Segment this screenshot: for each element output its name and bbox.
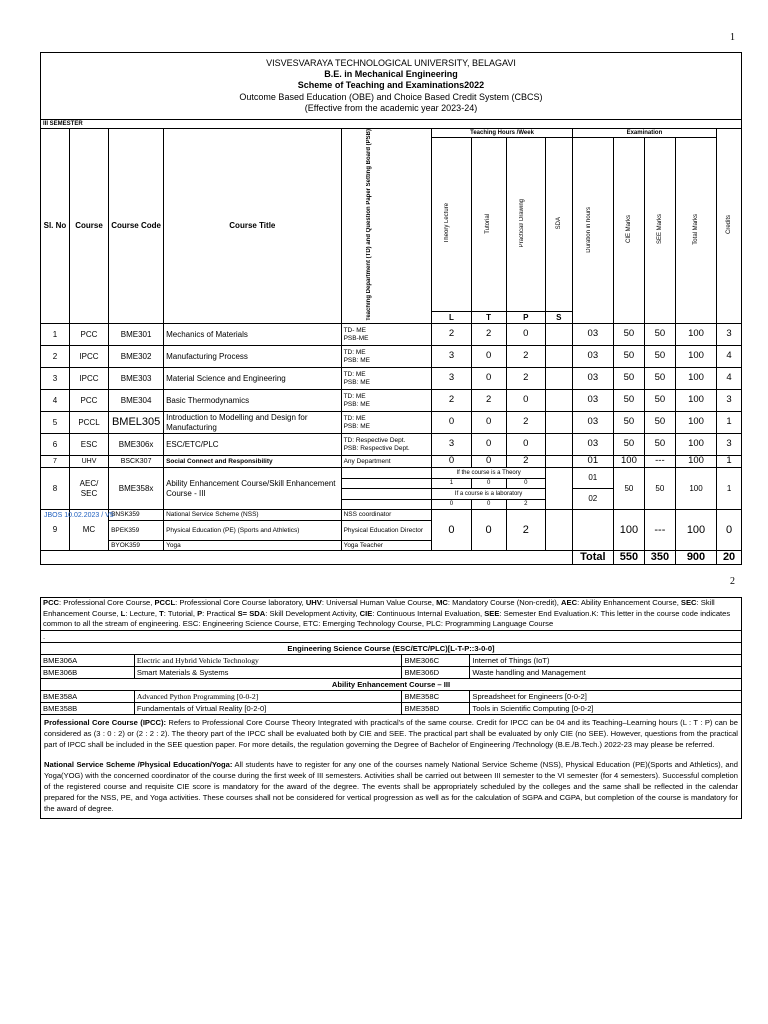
total-label: Total: [572, 551, 613, 565]
row-dur: 03: [572, 412, 613, 434]
row-td: TD: ME: [343, 349, 366, 357]
col-teaching-dept: Teaching Department (TD) and Question Paper Setting Board (PSB): [366, 129, 373, 321]
col-teaching-hours: Teaching Hours /Week: [432, 129, 572, 138]
abbrev-term: UHV: [305, 598, 322, 607]
col-theory: Theory Lecture: [444, 203, 451, 244]
esc-title-a: Electric and Hybrid Vehicle Technology: [134, 654, 402, 666]
row-p: 2: [506, 346, 545, 368]
abbrev-definition: : Skill Enhancement Course,: [43, 598, 715, 618]
row-sl: 4: [41, 390, 70, 412]
abbrev-definition: : Lecture,: [125, 608, 160, 618]
row-sl: 2: [41, 346, 70, 368]
row-cie: 50: [613, 412, 644, 434]
row-p: 0: [506, 390, 545, 412]
row-dur: 01: [572, 456, 613, 468]
col-duration: Duration in hours: [585, 206, 592, 253]
row-total: 100: [675, 368, 716, 390]
row-course: PCCL: [69, 412, 108, 434]
total-credits: 20: [717, 551, 742, 565]
aec-course: AEC/ SEC: [69, 468, 108, 510]
aec-lab-l: 0: [432, 500, 471, 510]
mc-p: 2: [506, 510, 545, 551]
row-total: 100: [675, 346, 716, 368]
total-see: 350: [644, 551, 675, 565]
row-t: 0: [471, 434, 506, 456]
esc-code-c: BME306C: [402, 654, 470, 666]
mc-l: 0: [432, 510, 471, 551]
mc-cie: 100: [613, 510, 644, 551]
aec-heading: Ability Enhancement Course – III: [41, 678, 742, 690]
row-l: 0: [432, 456, 471, 468]
row-teaching-dept: [341, 368, 432, 390]
row-p: 0: [506, 434, 545, 456]
row-td: TD: ME: [343, 371, 366, 379]
row-teaching-dept: [341, 346, 432, 368]
col-sda: SDA: [555, 217, 562, 230]
abbrev-term: CIE: [359, 608, 373, 618]
col-p: P: [506, 312, 545, 324]
row-teaching-dept: [341, 324, 432, 346]
row-dur: 03: [572, 324, 613, 346]
row-course: PCC: [69, 390, 108, 412]
col-l: L: [432, 312, 471, 324]
total-cie: 550: [613, 551, 644, 565]
document-header: [41, 53, 742, 120]
aec-cie: 50: [613, 468, 644, 510]
course-row: [41, 434, 742, 456]
abbreviations-paragraph: [41, 598, 742, 631]
row-title: Social Connect and Responsibility: [164, 456, 341, 468]
row-teaching-dept: [341, 412, 432, 434]
col-sl-no: Sl. No: [41, 129, 70, 324]
row-course: IPCC: [69, 346, 108, 368]
esc-code-b: BME306B: [41, 666, 135, 678]
aec-code: BME358x: [109, 468, 164, 510]
ipcc-note: [44, 717, 738, 750]
row-p: 2: [506, 412, 545, 434]
row-td: TD: Respective Dept.: [343, 437, 406, 445]
row-code: BME302: [109, 346, 164, 368]
row-dur: 03: [572, 434, 613, 456]
row-see: 50: [644, 412, 675, 434]
row-t: 0: [471, 456, 506, 468]
row-psb: PSB: Respective Dept.: [343, 444, 410, 452]
row-l: 3: [432, 434, 471, 456]
aec-lab-t: 0: [471, 500, 506, 510]
mc-td-nss: NSS coordinator: [341, 510, 432, 521]
abbrev-term: SEE: [484, 608, 500, 618]
row-total: 100: [675, 390, 716, 412]
row-s: [545, 368, 572, 390]
nss-note: [44, 759, 738, 814]
degree-title: B.E. in Mechanical Engineering: [324, 69, 458, 80]
row-course: UHV: [69, 456, 108, 468]
row-dur: 03: [572, 390, 613, 412]
aec-theory-t: 0: [471, 479, 506, 489]
aec-title-b: Fundamentals of Virtual Reality [0-2-0]: [134, 702, 402, 714]
abbrev-definition: : Professional Core Course laboratory,: [175, 598, 306, 607]
row-psb: PSB: ME: [343, 422, 370, 430]
abbrev-definition: : Semester End Evaluation.K: This letter in the course code indicates common to all the stream of engineering. ESC: Engineering Science Course, ETC: Emerging Technology Course, PLC: Programming Language Course: [43, 608, 731, 629]
ipcc-note-title: Professional Core Course (IPCC):: [44, 717, 167, 727]
aec-total: 100: [675, 468, 716, 510]
abbrev-definition: : Continuous Internal Evaluation,: [372, 608, 485, 618]
mc-title-nss: National Service Scheme (NSS): [164, 510, 341, 521]
row-see: 50: [644, 434, 675, 456]
row-title: ESC/ETC/PLC: [164, 434, 341, 456]
document-version: JBOS 10.02.2023 / V5: [44, 512, 114, 519]
nss-note-text: All students have to register for any one of the courses namely National Service Scheme (NSS), Physical Education (PE)(Sports and Athletics), and Yoga(YOG) with the concerned coordinator of the course during the first week of III semesters. Activities shall be carried out between III semester to the VI semester (for 4 semesters). Successful completion of the registered course and requisite CIE score is mandatory for the award of the degree. The events shall be appropriately scheduled by the colleges and the same shall be reflected in the calendar prepared for the NSS, PE, and Yoga activities. These courses shall not be considered for vertical progression as well as for the calculation of SGPA and CGPA, but completion of the course is mandatory for the award of degree.: [44, 759, 738, 813]
mc-title-yoga: Yoga: [164, 541, 341, 551]
mc-sl: 9: [41, 510, 70, 551]
row-cie: 50: [613, 390, 644, 412]
nss-note-title: National Service Scheme /Physical Education/Yoga:: [44, 759, 233, 769]
abbrev-term: PCCL: [154, 598, 176, 607]
scheme-table: [40, 52, 742, 565]
course-row: [41, 346, 742, 368]
row-t: 2: [471, 390, 506, 412]
col-s: S: [545, 312, 572, 324]
policy-notes: [41, 714, 742, 818]
col-course: Course: [69, 129, 108, 324]
row-l: 2: [432, 390, 471, 412]
row-psb: PSB: ME: [343, 400, 370, 408]
row-see: 50: [644, 368, 675, 390]
row-credits: 1: [717, 456, 742, 468]
mc-td-pe: Physical Education Director: [341, 521, 432, 541]
course-row: [41, 412, 742, 434]
row-code: BME306x: [109, 434, 164, 456]
row-code: BMEL305: [109, 412, 164, 434]
course-row: [41, 456, 742, 468]
row-sl: 1: [41, 324, 70, 346]
col-practical: Practical/ Drawing: [518, 199, 525, 248]
row-sl: 6: [41, 434, 70, 456]
abbrev-definition: : Skill Development Activity,: [265, 608, 360, 618]
abbrev-definition: : Tutorial,: [163, 608, 198, 618]
aec-theory-p: 0: [506, 479, 545, 489]
row-p: 2: [506, 368, 545, 390]
row-l: 0: [432, 412, 471, 434]
page-number-2: 2: [730, 576, 735, 587]
row-cie: 50: [613, 368, 644, 390]
row-l: 3: [432, 346, 471, 368]
course-row: [41, 368, 742, 390]
esc-title-b: Smart Materials & Systems: [134, 666, 402, 678]
row-cie: 100: [613, 456, 644, 468]
row-code: BME303: [109, 368, 164, 390]
abbrev-term: AEC: [561, 598, 578, 607]
row-psb: PSB-ME: [343, 334, 369, 342]
abbrev-term: MC: [436, 598, 448, 607]
abbrev-term: PCC: [43, 598, 60, 607]
row-see: 50: [644, 390, 675, 412]
row-course: PCC: [69, 324, 108, 346]
aec-title-c: Spreadsheet for Engineers [0-0-2]: [470, 690, 742, 702]
row-cie: 50: [613, 434, 644, 456]
aec-theory-l: 1: [432, 479, 471, 489]
row-sl: 7: [41, 456, 70, 468]
row-title: Mechanics of Materials: [164, 324, 341, 346]
row-total: 100: [675, 412, 716, 434]
row-cie: 50: [613, 346, 644, 368]
row-title: Introduction to Modelling and Design for Manufacturing: [164, 412, 341, 434]
esc-code-d: BME306D: [402, 666, 470, 678]
aec-theory-note: If the course is a Theory: [432, 468, 545, 479]
row-sl: 5: [41, 412, 70, 434]
col-examination: Examination: [572, 129, 716, 138]
row-credits: 3: [717, 324, 742, 346]
mc-title-pe: Physical Education (PE) (Sports and Athletics): [164, 521, 341, 541]
row-credits: 4: [717, 346, 742, 368]
col-total: Total Marks: [692, 214, 699, 245]
aec-code-d: BME358D: [402, 702, 470, 714]
row-t: 2: [471, 324, 506, 346]
abbrev-term: L: [120, 608, 126, 618]
mc-code-nss: BNSK359: [109, 510, 164, 521]
mc-t: 0: [471, 510, 506, 551]
university-name: VISVESVARAYA TECHNOLOGICAL UNIVERSITY, BELAGAVI: [266, 57, 516, 68]
row-p: 2: [506, 456, 545, 468]
row-l: 3: [432, 368, 471, 390]
row-total: 100: [675, 434, 716, 456]
mc-total: 100: [675, 510, 716, 551]
col-see: SEE Marks: [656, 214, 663, 245]
ipcc-note-text: Refers to Professional Core Course Theory Integrated with practical's of the same course. Credit for IPCC can be 04 and its Teaching–Learning hours (L : T : P) can be considered as (3 : 0 : 2) or (2 : 2 : 2). The theory part of the IPCC shall be evaluated both by CIE and SEE. The practical part shall be evaluated by only CIE (no SEE). However, questions from the practical part of IPCC shall be included in the SEE question paper. For more details, the regulation governing the Degree of Bachelor of Engineering /Technology (B.E./B.Tech.) 2022-23 may please be referred.: [44, 717, 738, 749]
aec-sl: 8: [41, 468, 70, 510]
obe-title: Outcome Based Education (OBE) and Choice Based Credit System (CBCS): [239, 91, 543, 102]
row-teaching-dept: [341, 434, 432, 456]
row-s: [545, 434, 572, 456]
row-sl: 3: [41, 368, 70, 390]
row-course: ESC: [69, 434, 108, 456]
row-s: [545, 324, 572, 346]
row-see: 50: [644, 346, 675, 368]
abbrev-term: S= SDA: [237, 608, 266, 618]
semester-label: III SEMESTER: [41, 120, 742, 129]
row-teaching-dept: [341, 456, 432, 468]
row-psb: PSB: ME: [343, 378, 370, 386]
row-course: IPCC: [69, 368, 108, 390]
row-code: BME301: [109, 324, 164, 346]
course-row: [41, 324, 742, 346]
row-title: Material Science and Engineering: [164, 368, 341, 390]
row-credits: 3: [717, 434, 742, 456]
row-s: [545, 456, 572, 468]
abbrev-definition: : Universal Human Value Course,: [321, 598, 437, 607]
aec-duration-lab: 02: [572, 489, 613, 510]
row-see: ---: [644, 456, 675, 468]
mc-code-pe: BPEK359: [109, 521, 164, 541]
aec-lab-note: If a course is a laboratory: [432, 489, 545, 500]
course-rows: [41, 324, 742, 468]
col-tutorial: Tutorial: [485, 213, 492, 234]
aec-credits: 1: [717, 468, 742, 510]
row-p: 0: [506, 324, 545, 346]
aec-see: 50: [644, 468, 675, 510]
row-l: 2: [432, 324, 471, 346]
row-s: [545, 390, 572, 412]
row-td: TD: ME: [343, 415, 366, 423]
abbrev-definition: : Mandatory Course (Non-credit),: [447, 598, 562, 607]
row-td: Any Department: [343, 457, 391, 465]
row-t: 0: [471, 412, 506, 434]
aec-code-c: BME358C: [402, 690, 470, 702]
esc-code-a: BME306A: [41, 654, 135, 666]
abbrev-definition: : Ability Enhancement Course,: [577, 598, 681, 607]
esc-heading: Engineering Science Course (ESC/ETC/PLC)[L-T-P::3-0-0]: [41, 642, 742, 654]
mc-credits: 0: [717, 510, 742, 551]
row-credits: 1: [717, 412, 742, 434]
abbrev-term: SEC: [680, 598, 697, 607]
scheme-title: Scheme of Teaching and Examinations2022: [297, 80, 485, 91]
col-credits: Credits: [725, 215, 732, 235]
aec-code-a: BME358A: [41, 690, 135, 702]
col-cie: CIE Marks: [625, 215, 632, 244]
row-total: 100: [675, 456, 716, 468]
row-code: BSCK307: [109, 456, 164, 468]
aec-title-d: Tools in Scientific Computing [0-0-2]: [470, 702, 742, 714]
row-td: TD: ME: [343, 393, 366, 401]
aec-title: Ability Enhancement Course/Skill Enhancement Course - III: [164, 468, 341, 510]
row-dur: 03: [572, 368, 613, 390]
aec-lab-p: 2: [506, 500, 545, 510]
row-td: TD- ME: [343, 327, 366, 335]
row-total: 100: [675, 324, 716, 346]
row-title: Basic Thermodynamics: [164, 390, 341, 412]
effective-year: (Effective from the academic year 2023-24): [304, 102, 478, 113]
row-see: 50: [644, 324, 675, 346]
aec-code-b: BME358B: [41, 702, 135, 714]
mc-see: ---: [644, 510, 675, 551]
mc-code-yoga: BYOK359: [109, 541, 164, 551]
total-marks: 900: [675, 551, 716, 565]
abbrev-definition: : Practical: [202, 608, 238, 618]
abbrev-term: T: [159, 608, 164, 618]
mc-td-yoga: Yoga Teacher: [341, 541, 432, 551]
col-course-title: Course Title: [164, 129, 341, 324]
esc-title-d: Waste handling and Management: [470, 666, 742, 678]
row-t: 0: [471, 346, 506, 368]
row-dur: 03: [572, 346, 613, 368]
esc-title-c: Internet of Things (IoT): [470, 654, 742, 666]
col-course-code: Course Code: [109, 129, 164, 324]
aec-duration-theory: 01: [572, 468, 613, 489]
row-code: BME304: [109, 390, 164, 412]
notes-table: [40, 597, 742, 819]
row-title: Manufacturing Process: [164, 346, 341, 368]
row-s: [545, 412, 572, 434]
page-number-1: 1: [730, 32, 735, 43]
row-psb: PSB: ME: [343, 356, 370, 364]
aec-title-a: Advanced Python Programming [0-0-2]: [134, 690, 402, 702]
row-s: [545, 346, 572, 368]
row-credits: 4: [717, 368, 742, 390]
col-t: T: [471, 312, 506, 324]
row-cie: 50: [613, 324, 644, 346]
course-row: [41, 390, 742, 412]
row-teaching-dept: [341, 390, 432, 412]
abbrev-definition: : Professional Core Course,: [59, 598, 155, 607]
separator-dot: .: [41, 630, 742, 642]
abbrev-term: P: [197, 608, 203, 618]
row-credits: 3: [717, 390, 742, 412]
row-t: 0: [471, 368, 506, 390]
mc-course: MC: [69, 510, 108, 551]
